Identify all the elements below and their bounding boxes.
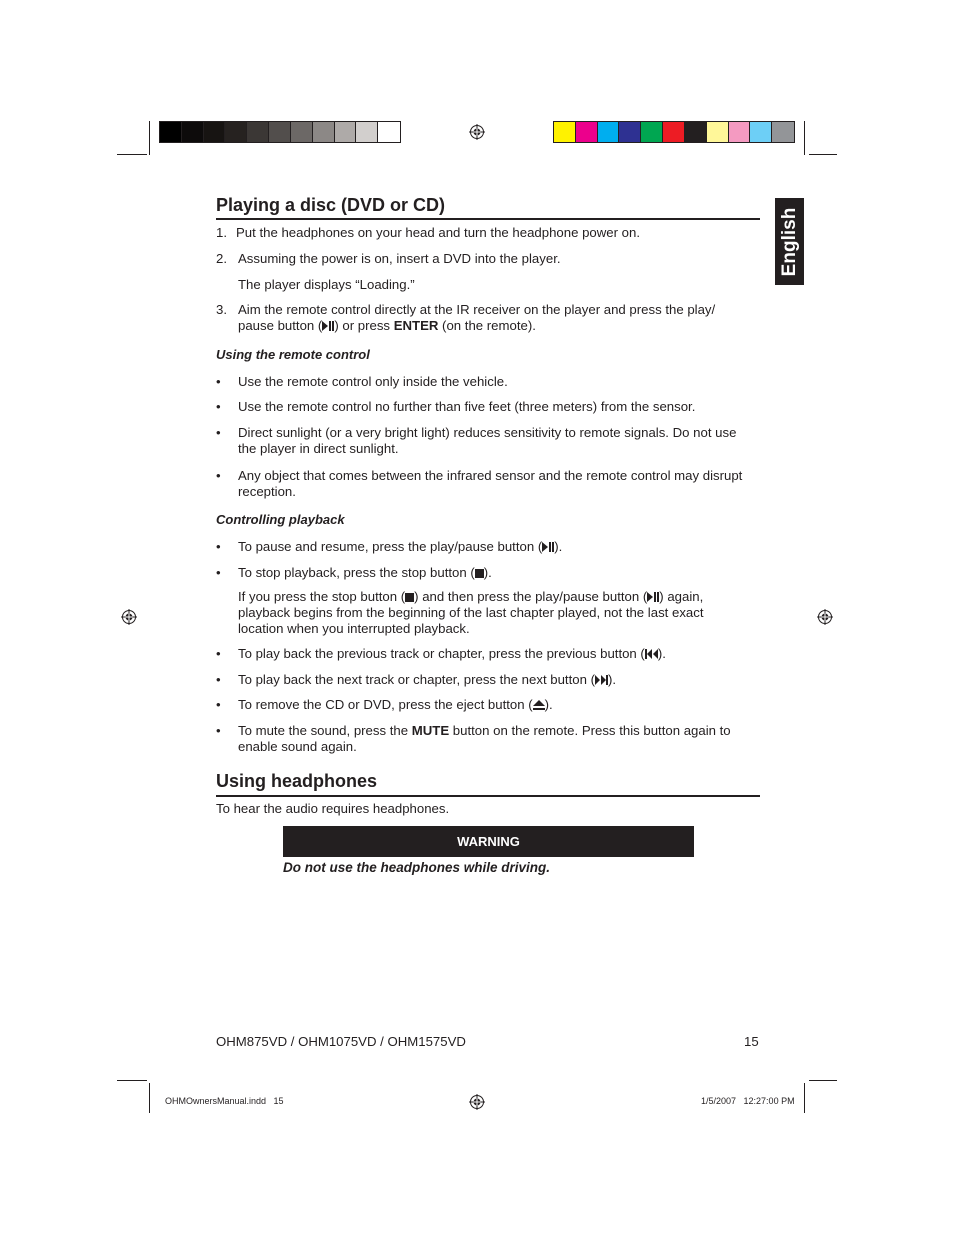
subheading-remote-control: Using the remote control: [216, 347, 370, 362]
play-pause-icon: [322, 321, 334, 331]
text-part: To play back the previous track or chapter, press the previous button (: [238, 646, 645, 661]
list-item: [216, 399, 752, 415]
color-swatch: [554, 122, 576, 142]
color-swatch: [685, 122, 707, 142]
color-swatch: [204, 122, 226, 142]
color-swatch: [247, 122, 269, 142]
bullet: •: [216, 425, 221, 440]
eject-icon: [533, 700, 545, 710]
text-part: button on the remote. Press this button again to enable sound again.: [238, 723, 731, 754]
registration-mark-icon: [121, 609, 137, 625]
subheading-controlling-playback: Controlling playback: [216, 512, 345, 527]
color-swatch: [160, 122, 182, 142]
list-item-text: Any object that comes between the infrared sensor and the remote control may disrupt reception.: [238, 468, 743, 499]
text-part: ).: [608, 672, 617, 687]
text-part: To remove the CD or DVD, press the eject button (: [238, 697, 533, 712]
text-part: ).: [483, 565, 492, 580]
color-swatch: [707, 122, 729, 142]
list-item-text: [216, 723, 752, 755]
step-text: Put the headphones on your head and turn the headphone power on.: [236, 225, 641, 240]
crop-mark-tr-horizontal: [809, 154, 837, 155]
step-text-part: (on the remote).: [438, 318, 536, 333]
color-swatch: [225, 122, 247, 142]
list-item: [216, 697, 752, 713]
stop-icon: [475, 569, 484, 578]
color-swatch: [378, 122, 400, 142]
list-item-text: [216, 672, 752, 688]
list-item: [216, 646, 752, 662]
text-part: ).: [544, 697, 553, 712]
color-swatch: [576, 122, 598, 142]
list-item-text: Use the remote control no further than five feet (three meters) from the sensor.: [238, 399, 696, 414]
enter-key-label: ENTER: [393, 318, 439, 333]
step-number: 2.: [216, 251, 227, 266]
color-swatch: [641, 122, 663, 142]
bullet: •: [216, 399, 221, 414]
next-icon: [595, 675, 608, 685]
text-part: To mute the sound, press the: [238, 723, 412, 738]
step-number: 1.: [216, 225, 227, 240]
text-part: If you press the stop button (: [238, 589, 406, 604]
language-tab-label: English: [778, 207, 800, 276]
crop-mark-br-horizontal: [809, 1080, 837, 1081]
list-item: [216, 374, 752, 390]
play-pause-icon: [647, 592, 659, 602]
crop-mark-br-vertical: [804, 1083, 805, 1113]
crop-mark-tr-vertical: [804, 121, 805, 155]
bullet: •: [216, 539, 221, 554]
list-item: [216, 539, 752, 555]
color-swatch: [335, 122, 357, 142]
list-item: [216, 425, 752, 457]
text-part: To play back the next track or chapter, press the next button (: [238, 672, 595, 687]
page-number: 15: [744, 1034, 759, 1049]
color-swatch: [182, 122, 204, 142]
section-title-playing-disc: Playing a disc (DVD or CD): [216, 195, 446, 215]
mute-key-label: MUTE: [411, 723, 450, 738]
section-title-using-headphones: Using headphones: [216, 771, 378, 791]
color-swatch: [291, 122, 313, 142]
registration-mark-icon: [469, 1094, 485, 1110]
crop-mark-bl-horizontal: [117, 1080, 147, 1081]
headphones-intro: To hear the audio requires headphones.: [216, 801, 450, 816]
text-part: ) again, playback begins from the beginning of the last chapter played, not the last exact location when you interrupted playback.: [238, 589, 704, 636]
list-item-text: [216, 589, 752, 637]
bullet: •: [216, 468, 221, 483]
step-2: [216, 251, 752, 267]
color-swatch: [619, 122, 641, 142]
color-swatch: [729, 122, 751, 142]
bullet: •: [216, 374, 221, 389]
text-part: To pause and resume, press the play/pause button (: [238, 539, 543, 554]
step-number: 3.: [216, 302, 227, 317]
registration-mark-icon: [469, 124, 485, 140]
list-item: [216, 672, 752, 688]
list-item-text: [216, 646, 752, 662]
process-color-bar: [553, 121, 795, 143]
step-text: [216, 302, 752, 334]
list-item-text: Direct sunlight (or a very bright light) reduces sensitivity to remote signals. Do not use the player in direct sunlight.: [238, 425, 737, 456]
warning-banner: [283, 826, 694, 857]
step-3: [216, 302, 752, 334]
text-part: ) and then press the play/pause button (: [414, 589, 648, 604]
color-swatch: [313, 122, 335, 142]
list-item-text: [216, 697, 752, 713]
list-item-note: [216, 589, 752, 637]
step-text-part: ) or press: [334, 318, 394, 333]
grayscale-color-bar: [159, 121, 401, 143]
color-swatch: [269, 122, 291, 142]
text-part: To stop playback, press the stop button (: [238, 565, 475, 580]
text-part: ).: [554, 539, 563, 554]
section-rule: [216, 218, 760, 220]
color-swatch: [356, 122, 378, 142]
warning-label: WARNING: [457, 834, 520, 849]
text-part: ).: [657, 646, 666, 661]
stop-icon: [405, 593, 414, 602]
list-item: [216, 468, 752, 500]
play-pause-icon: [542, 542, 554, 552]
color-swatch: [663, 122, 685, 142]
bullet: •: [216, 697, 221, 712]
bullet: •: [216, 672, 221, 687]
step-note-text: The player displays “Loading.”: [238, 277, 415, 292]
step-text-part: Aim the remote control directly at the IR receiver on the player and press the play/ pause button (: [238, 302, 716, 333]
footer-models: OHM875VD / OHM1075VD / OHM1575VD: [216, 1034, 466, 1049]
bullet: •: [216, 723, 221, 738]
step-2-note: [216, 277, 752, 293]
step-text: Assuming the power is on, insert a DVD into the player.: [238, 251, 561, 266]
registration-mark-icon: [817, 609, 833, 625]
language-tab: [775, 198, 804, 285]
bullet: •: [216, 565, 221, 580]
color-swatch: [772, 122, 794, 142]
previous-icon: [645, 649, 658, 659]
step-1: [216, 225, 752, 241]
list-item-text: [216, 565, 752, 581]
color-swatch: [598, 122, 620, 142]
list-item: [216, 565, 752, 581]
list-item: [216, 723, 752, 755]
list-item-text: [216, 539, 752, 555]
slug-date: 1/5/2007 12:27:00 PM: [701, 1096, 795, 1106]
crop-mark-bl-vertical: [149, 1083, 150, 1113]
bullet: •: [216, 646, 221, 661]
warning-text: Do not use the headphones while driving.: [283, 860, 551, 875]
slug-filename: OHMOwnersManual.indd 15: [165, 1096, 284, 1106]
crop-mark-tl-horizontal: [117, 154, 147, 155]
crop-mark-tl-vertical: [149, 121, 150, 155]
list-item-text: Use the remote control only inside the vehicle.: [238, 374, 508, 389]
color-swatch: [750, 122, 772, 142]
section-rule: [216, 795, 760, 797]
